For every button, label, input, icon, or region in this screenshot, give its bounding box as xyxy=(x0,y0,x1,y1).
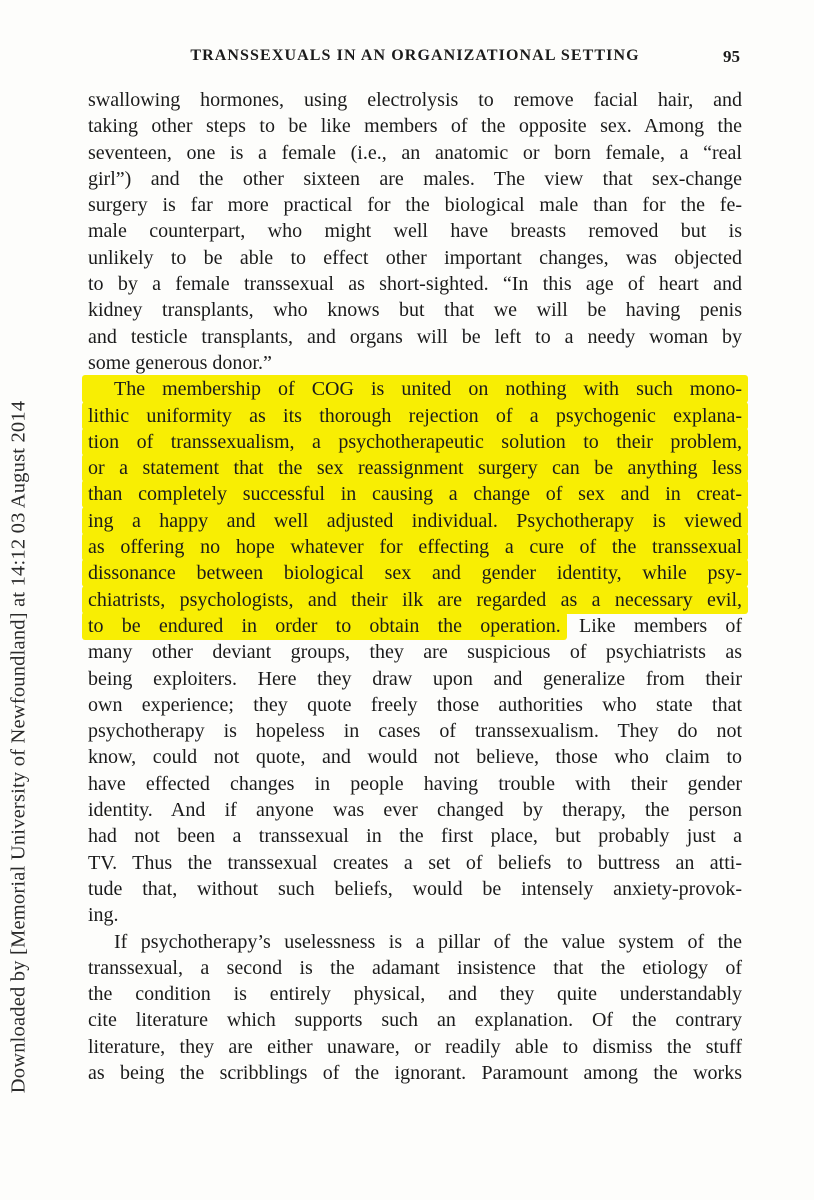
text-line xyxy=(88,639,742,665)
highlighted-text: to be endured in order to obtain the operation. xyxy=(82,612,567,640)
text-line xyxy=(88,455,742,481)
body-text-segment: TV. Thus the transsexual creates a set of beliefs to buttress an atti- xyxy=(88,851,742,874)
body-text-segment: swallowing hormones, using electrolysis to remove facial hair, and xyxy=(88,89,742,111)
text-line xyxy=(88,613,742,639)
body-text-segment: seventeen, one is a female (i.e., an anatomic or born female, a “real xyxy=(88,141,742,164)
text-line xyxy=(88,823,742,849)
text-line xyxy=(88,876,742,902)
body-text-segment: some generous donor.” xyxy=(88,351,272,374)
body-text-segment: to by a female transsexual as short-sighted. “In this age of heart and xyxy=(88,273,742,296)
text-line xyxy=(88,929,742,955)
text-line xyxy=(88,1060,742,1086)
text-line xyxy=(88,403,742,429)
body-text-segment: many other deviant groups, they are suspicious of psychiatrists as xyxy=(88,641,742,664)
highlighted-text: tion of transsexualism, a psychotherapeutic solution to their problem, xyxy=(82,428,748,456)
text-line xyxy=(88,245,742,271)
text-line xyxy=(88,481,742,507)
highlighted-text: or a statement that the sex reassignment surgery can be anything less xyxy=(82,454,748,482)
text-line xyxy=(88,771,742,797)
highlighted-text: ing a happy and well adjusted individual. Psychotherapy is viewed xyxy=(82,507,748,535)
text-line xyxy=(88,508,742,534)
body-text-segment: surgery is far more practical for the biological male than for the fe- xyxy=(88,194,742,217)
body-text-segment: male counterpart, who might well have breasts removed but is xyxy=(88,220,742,243)
text-line xyxy=(88,140,742,166)
text-line xyxy=(88,797,742,823)
text-line xyxy=(88,744,742,770)
text-line xyxy=(88,1007,742,1033)
text-line xyxy=(88,350,742,376)
highlighted-text: chiatrists, psychologists, and their ilk are regarded as a necessary evil, xyxy=(82,586,748,614)
text-line xyxy=(88,113,742,139)
highlighted-text: lithic uniformity as its thorough rejection of a psychogenic explana- xyxy=(82,402,748,430)
page-number: 95 xyxy=(723,47,740,66)
page-header xyxy=(88,47,742,69)
text-line xyxy=(88,902,742,928)
text-line xyxy=(88,560,742,586)
body-text-segment: tude that, without such beliefs, would be intensely anxiety-provok- xyxy=(88,877,742,900)
body-text-segment: and testicle transplants, and organs will be left to a needy woman by xyxy=(88,325,742,348)
body-text-segment: unlikely to be able to effect other important changes, was objected xyxy=(88,246,742,269)
text-line xyxy=(88,692,742,718)
body-text-segment: literature, they are either unaware, or readily able to dismiss the stuff xyxy=(88,1035,742,1058)
body-text-segment: have effected changes in people having trouble with their gender xyxy=(88,772,742,795)
body-text-segment: psychotherapy is hopeless in cases of transsexualism. They do not xyxy=(88,720,742,743)
body-text-segment: being exploiters. Here they draw upon and generalize from their xyxy=(88,667,742,690)
body-text-segment: know, could not quote, and would not believe, those who claim to xyxy=(88,746,742,769)
highlighted-text: as offering no hope whatever for effecting a cure of the transsexual xyxy=(82,533,748,561)
text-line xyxy=(88,297,742,323)
body-text-segment: Like members of xyxy=(560,614,743,637)
text-line xyxy=(88,587,742,613)
text-line xyxy=(88,429,742,455)
body-text-segment: own experience; they quote freely those authorities who state that xyxy=(88,693,742,716)
highlighted-text: The membership of COG is united on nothing with such mono- xyxy=(82,375,748,403)
body-text-segment: kidney transplants, who knows but that we will be having penis xyxy=(88,299,742,322)
text-line xyxy=(88,850,742,876)
text-line xyxy=(88,376,742,402)
text-line xyxy=(88,955,742,981)
body-text-segment: had not been a transsexual in the first place, but probably just a xyxy=(88,825,742,848)
running-title: TRANSSEXUALS IN AN ORGANIZATIONAL SETTING xyxy=(190,47,640,64)
text-line xyxy=(88,192,742,218)
body-text-segment: transsexual, a second is the adamant insistence that the etiology of xyxy=(88,956,742,979)
body-text-segment: ing. xyxy=(88,904,119,927)
body-text-segment: as being the scribblings of the ignorant. Paramount among the works xyxy=(88,1061,742,1084)
body-text-segment: taking other steps to be like members of the opposite sex. Among the xyxy=(88,115,742,138)
body-text xyxy=(88,87,742,1086)
text-line xyxy=(88,718,742,744)
text-line xyxy=(88,1034,742,1060)
text-line xyxy=(88,87,742,113)
text-line xyxy=(88,166,742,192)
body-text-segment: If psychotherapy’s uselessness is a pillar of the value system of the xyxy=(114,930,742,953)
highlighted-text: than completely successful in causing a change of sex and in creat- xyxy=(82,480,748,508)
text-line xyxy=(88,666,742,692)
body-text-segment: the condition is entirely physical, and they quite understandably xyxy=(88,983,742,1006)
body-text-segment: girl”) and the other sixteen are males. The view that sex-change xyxy=(88,167,742,190)
text-line xyxy=(88,534,742,560)
text-line xyxy=(88,271,742,297)
download-watermark: Downloaded by [Memorial University of Newfoundland] at 14:12 03 August 2014 xyxy=(7,400,30,1094)
body-text-segment: cite literature which supports such an explanation. Of the contrary xyxy=(88,1009,742,1032)
text-line xyxy=(88,324,742,350)
highlighted-text: dissonance between biological sex and gender identity, while psy- xyxy=(82,559,748,587)
text-line xyxy=(88,981,742,1007)
text-line xyxy=(88,218,742,244)
body-text-segment: identity. And if anyone was ever changed by therapy, the person xyxy=(88,799,742,822)
